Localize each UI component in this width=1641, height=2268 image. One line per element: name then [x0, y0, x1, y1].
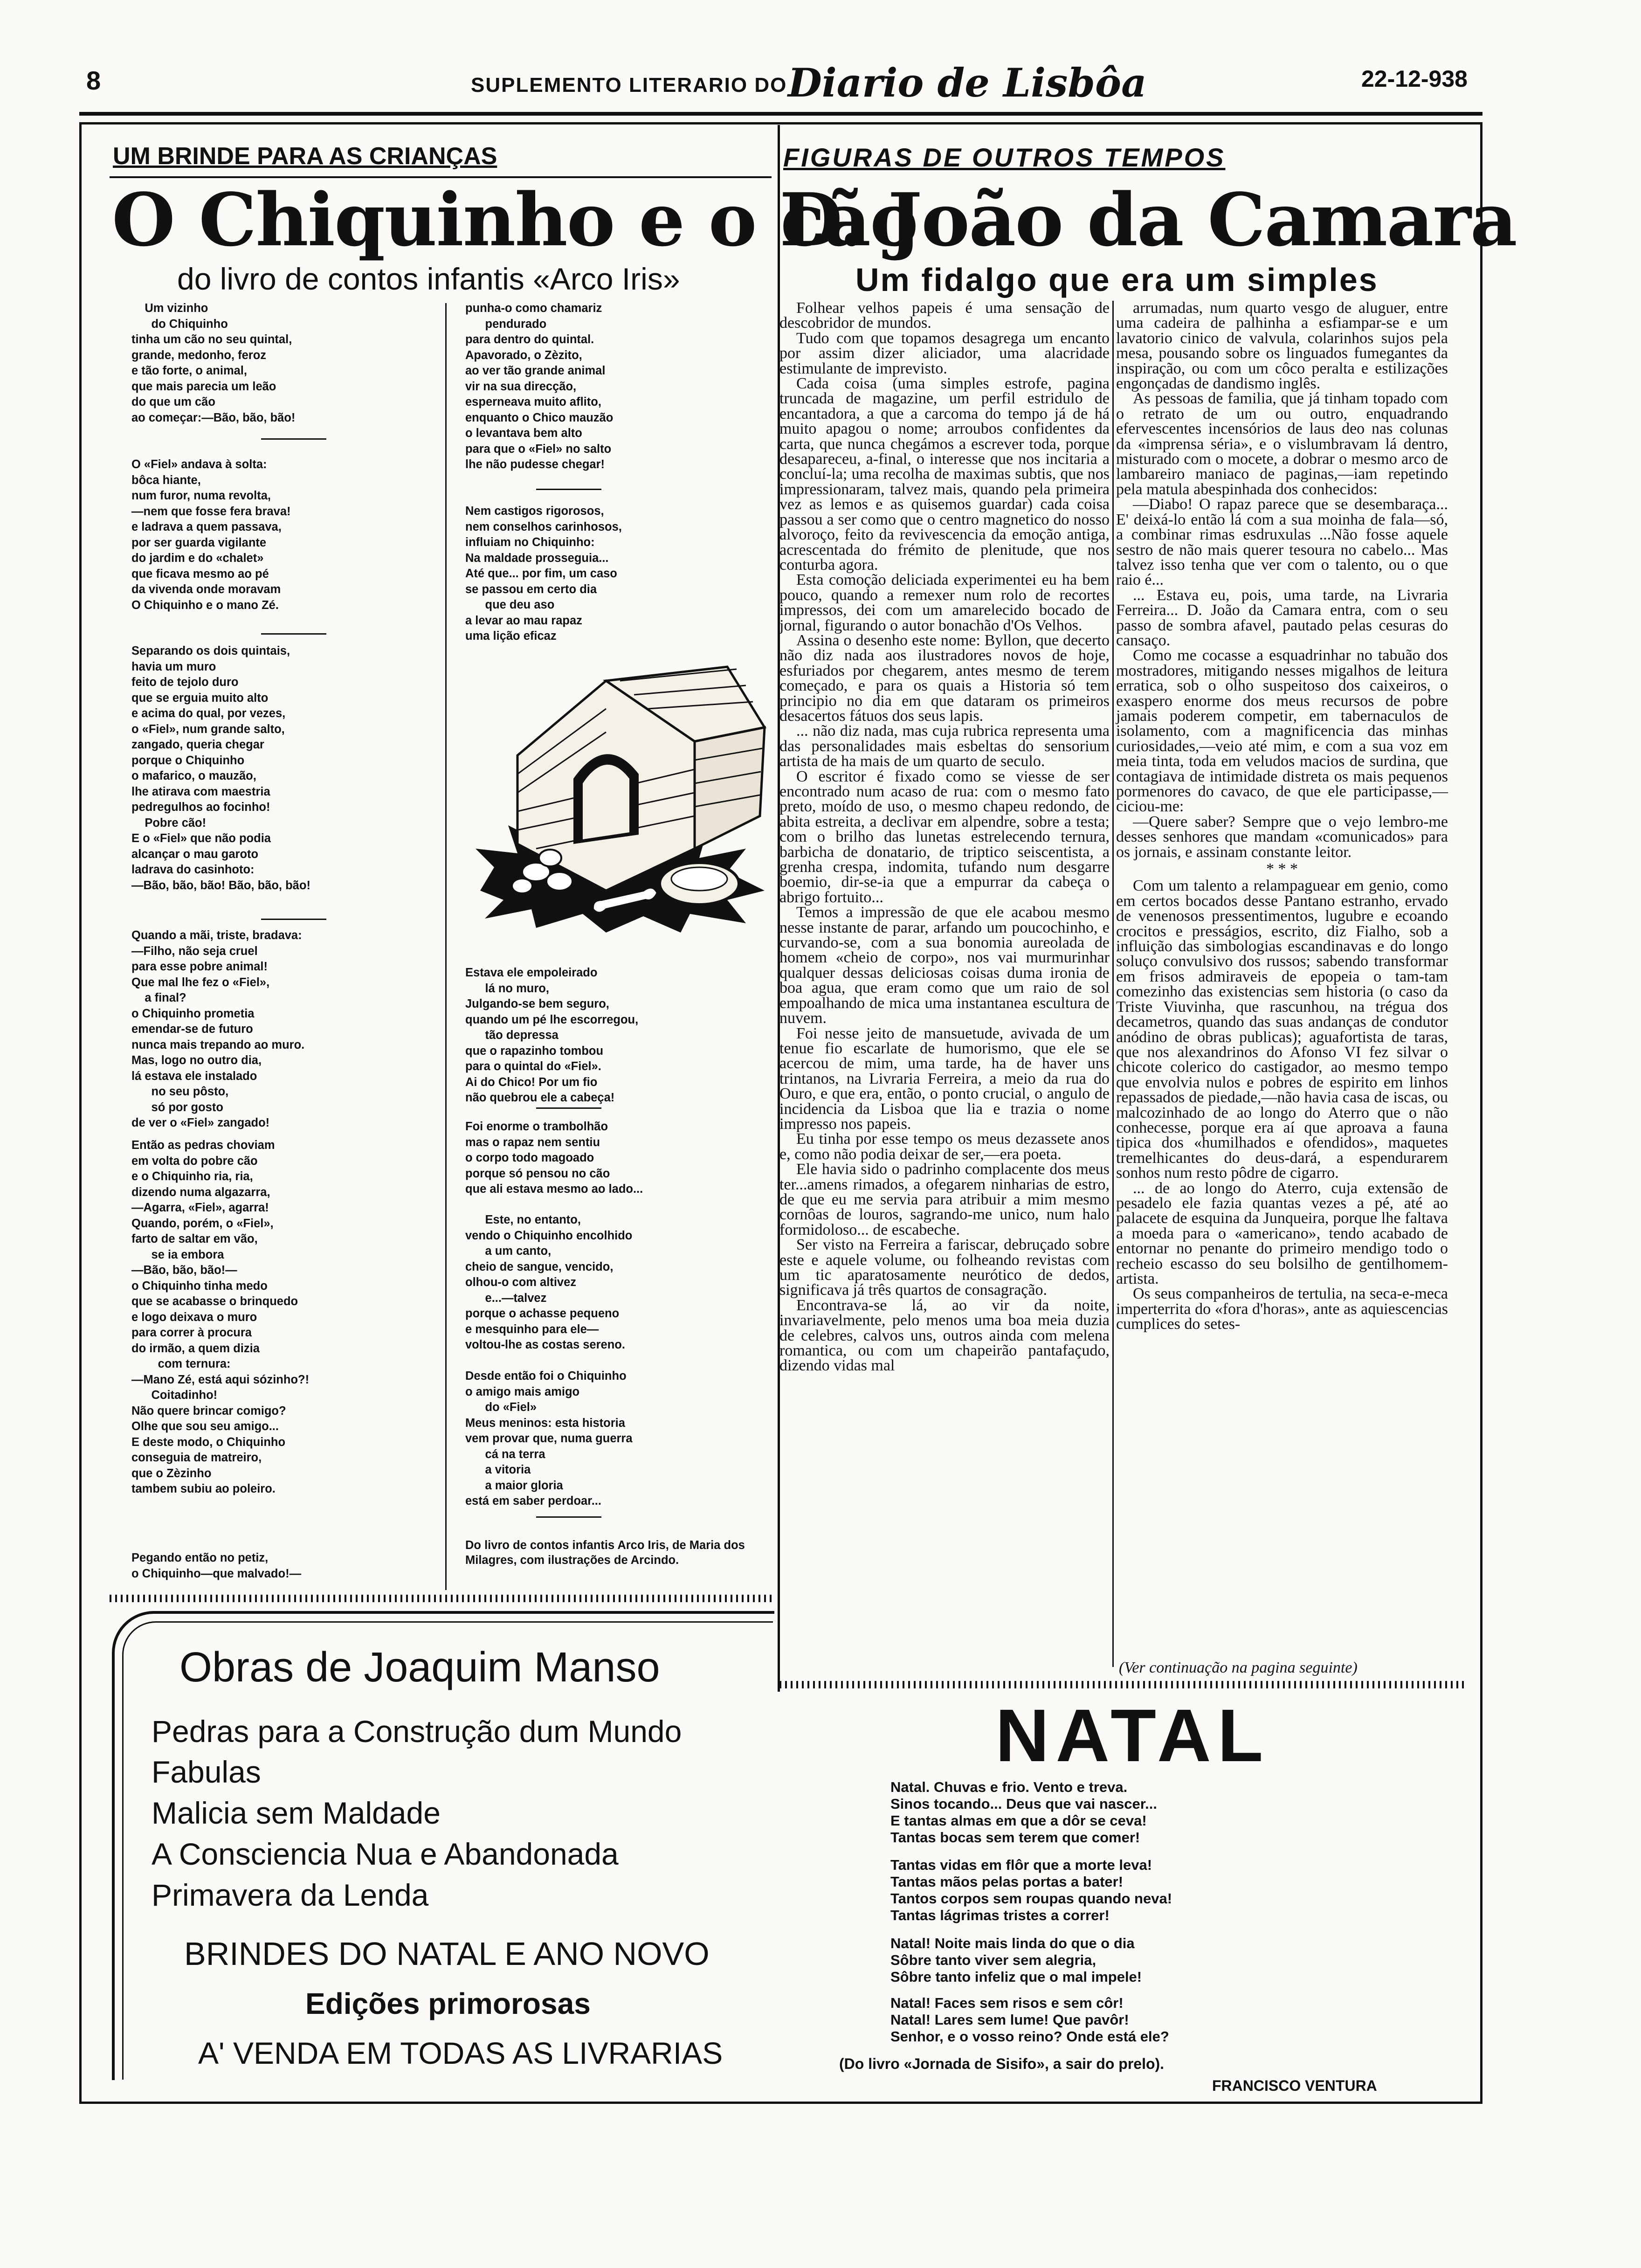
right-subtitle: Um fidalgo que era um simples: [855, 262, 1379, 298]
natal-stanza: Tantas vidas em flôr que a morte leva! Tantas mãos pelas portas a bater! Tantos corpos sem roupas quando neva! Tantas lágrimas tristes a correr!: [890, 1857, 1172, 1923]
ad-title: Obras de Joaquim Manso: [179, 1644, 660, 1691]
poem-column-rule: [445, 303, 447, 1590]
ad-sale-note: A' VENDA EM TODAS AS LIVRARIAS: [198, 2036, 723, 2070]
poem-stanza: Este, no entanto, vendo o Chiquinho encolhido a um canto, cheio de sangue, vencido, olhou-o com altivez e...—talvez porque o achasse pequeno e mesquinho para ele— voltou-lhe as costas sereno.: [465, 1213, 633, 1351]
stanza-divider: [261, 438, 326, 440]
paragraph: Foi nesse jeito de mansuetude, avivada de um tenue fio escarlate de humorismo, que ele se acercou de mim, uma tarde, ha de haver uns trintanos, na Livraria Ferreira, a meio da rua do Ouro, e que era, então, o ponto crucial, o angulo de incidencia da Lisboa que lia e trazia o nome impresso nos papeis.: [779, 1024, 1110, 1133]
section-stars: * * *: [1266, 860, 1298, 878]
header-rule: [79, 112, 1482, 116]
paragraph: Esta comoção deliciada experimentei eu ha bem pouco, quando a remexer num rolo de recortes impressos, dei com um amarelecido bocado de jornal, figurando o autor bonachão d'Os Velhos.: [779, 571, 1110, 634]
ad-editions: Edições primorosas: [305, 1987, 591, 2020]
poem-stanza: O «Fiel» andava à solta: bôca hiante, num furor, numa revolta, —nem que fosse fera brava! e ladrava a quem passava, por ser guarda vigilante do jardim e do «chalet» que ficava mesmo ao pé da vivenda onde moravam O Chiquinho e o mano Zé.: [131, 458, 291, 612]
poem-stanza: Nem castigos rigorosos, nem conselhos carinhosos, influiam no Chiquinho: Na maldade prosseguia... Até que... por fim, um caso se passou em certo dia que deu aso a levar ao mau rapaz uma lição eficaz: [465, 505, 622, 643]
poem-stanza: Então as pedras choviam em volta do pobre cão e o Chiquinho ria, ria, dizendo numa algazarra, —Agarra, «Fiel», agarra! Quando, porém, o «Fiel», farto de saltar em vão, se ia embora —Bão, bão, bão!— o Chiquinho tinha medo que se acabasse o brinquedo e logo deixava o muro para correr à procura do irmão, a quem dizia com ternura: —Mano Zé, está aqui sózinho?! Coitadinho! Não quere brincar comigo? Olhe que sou seu amigo... E deste modo, o Chiquinho conseguia de matreiro, que o Zèzinho tambem subiu ao poleiro.: [131, 1139, 310, 1495]
paragraph: Ser visto na Ferreira a fariscar, debruçado sobre este e aquele volume, ou folheando revistas com um tic aparatosamente neurótico de dedos, significava já três quartos de consagração.: [779, 1236, 1110, 1299]
paragraph: Cada coisa (uma simples estrofe, pagina truncada de magazine, um perfil estridulo de encantadora, a que a carcoma do tempo já de há muito apagou o nome; arroubos confidentes da carta, que nunca chegámos a escrever toda, porque desapareceu, a-final, o interesse que nos incitaria a concluí-la; uma recolha de maximas subtis, que nos impressionaram, talvez mais, quando pela primeira vez as lemos e as quisemos guardar) cada coisa passou a ser como que o centro magnetico do nosso alvoroço, feito da revivescencia da emoção antiga, acrescentada do frémito de plenitude, que nos conturba agora.: [779, 375, 1110, 574]
paragraph: ... de ao longo do Aterro, cuja extensão de pesadelo ele fazia quantas vezes a pé, até ao palacete de esquina da Junqueira, porque lhe faltava a moeda para o «americano», tendo acabado de entornar no penante do primeiro mendigo todo o recheio escasso do seu bolsilho de gentilhomem-artista.: [1116, 1179, 1448, 1287]
natal-stanza: Natal! Noite mais linda do que o dia Sôbre tanto viver sem alegria, Sôbre tanto infeliz que o mal impele!: [890, 1935, 1142, 1985]
natal-title: NATAL: [995, 1694, 1270, 1777]
stanza-divider: [261, 633, 326, 635]
supplement-label: SUPLEMENTO LITERARIO DO: [471, 74, 787, 97]
paragraph: Com um talento a relampaguear em genio, como em certos bocados desse Pantano estranho, ervado de venenosos pressentimentos, lugubre e ecoando crocitos e presságios, escrito, diz Fialho, sob a influição das simbologias escandinavas e do longo soluço convulsivo dos russos; sabendo transformar em frisos admiraveis de epopeia o tam-tam comezinho das existencias sem historia (o caso da Triste Viuvinha, que rascunhou, na trégua dos decametros, quando das suas andanças de condutor anódino de obras publicas); aguafortista de taras, que nos alexandrinos do Afonso VI fez silvar o chicote colerico do castigador, ao mesmo tempo que envolvia nulos e pobres de espirito em linhos repassados de piedade,—não havia casa de iscas, ou malcozinhado de ao longo do Aterro que o não conhecesse, porque era aí que aproava a fauna tipica dos «humilhados e ofendidos», maquetes tremelhicantes do deus-dará, a espendurarem sonhos num resto pôdre de cigarro.: [1116, 877, 1448, 1182]
left-kicker: UM BRINDE PARA AS CRIANÇAS: [113, 143, 497, 170]
poem-stanza: Estava ele empoleirado lá no muro, Julgando-se bem seguro, quando um pé lhe escorregou, tão depressa que o rapazinho tombou para o quintal do «Fiel». Ai do Chico! Por um fio não quebrou ele a cabeça!: [465, 966, 639, 1104]
illustration-credit: Do livro de contos infantis Arco Iris, de Maria dos Milagres, com ilustrações de Arcindo.: [465, 1539, 745, 1567]
paragraph: Tudo com que topamos desagrega um encanto por assim dizer aliciador, uma alacridade estimulante de imprevisto.: [779, 329, 1110, 377]
doghouse-illustration: [466, 648, 774, 937]
poem-stanza: punha-o como chamariz pendurado para dentro do quintal. Apavorado, o Zèzito, ao ver tão grande animal vir na sua direcção, esperneava muito aflito, enquanto o Chico mauzão o levantava bem alto para que o «Fiel» no salto lhe não pudesse chegar!: [465, 302, 614, 471]
continuation-note: (Ver continuação na pagina seguinte): [1119, 1659, 1358, 1676]
paragraph: —Quere saber? Sempre que o vejo lembro-me desses senhores que mandam «comunicados» para os jornais, e assinam constante leitor.: [1116, 813, 1448, 861]
book-title: A Consciencia Nua e Abandonada: [152, 1837, 619, 1871]
paragraph: As pessoas de familia, que já tinham topado com o retrato de um ou outro, enquadrando efervescentes incensórios de laus deo nas colunas da «imprensa séria», e o vislumbravam lá dentro, misturado com o mocete, a dobrar o mesmo arco de lambareiro maniaco de paginas,—iam repetindo pela matula abespinhada dos conhecidos:: [1116, 390, 1448, 498]
right-kicker: FIGURAS DE OUTROS TEMPOS: [783, 143, 1226, 172]
book-title: Malicia sem Maldade: [152, 1796, 441, 1830]
article-column-rule: [1112, 301, 1114, 1667]
poem-stanza: Separando os dois quintais, havia um muro feito de tejolo duro que se erguia muito alto e acima do qual, por vezes, o «Fiel», num grande salto, zangado, queria chegar porque o Chiquinho o mafarico, o mauzão, lhe atirava com maestria pedregulhos ao focinho! Pobre cão! E o «Fiel» que não podia alcançar o mau garoto ladrava do casinhoto: —Bão, bão, bão! Bão, bão, bão!: [131, 644, 310, 892]
natal-author: FRANCISCO VENTURA: [1212, 2077, 1377, 2094]
paragraph: Os seus companheiros de tertulia, na seca-e-meca imperterrita do «fora d'horas», ante as aquiescencias cumplices do setes-: [1116, 1285, 1448, 1333]
poem-stanza: Desde então foi o Chiquinho o amigo mais amigo do «Fiel» Meus meninos: esta historia vem provar que, numa guerra cá na terra a vitoria a maior gloria está em saber perdoar...: [465, 1369, 633, 1507]
paragraph: Folhear velhos papeis é uma sensação de descobridor de mundos.: [779, 299, 1110, 332]
stanza-divider: [536, 1107, 601, 1109]
page-number: 8: [86, 66, 101, 95]
book-title: Primavera da Lenda: [152, 1878, 429, 1912]
left-headline: O Chiquinho e o cão: [112, 177, 918, 263]
paragraph: Assina o desenho este nome: Byllon, que decerto não diz nada aos ilustradores novos de hoje, esfuriados por chegarem, antes mesmo de terem começado, e para os quais a Historia só tem principio no dia em que dataram os primeiros desacertos fátuos dos seus lapis.: [779, 631, 1110, 725]
issue-date: 22-12-938: [1361, 66, 1468, 92]
ad-promo: BRINDES DO NATAL E ANO NOVO: [184, 1936, 710, 1972]
article-column-2: [1116, 301, 1448, 1332]
ornament-rule: [110, 1595, 772, 1602]
book-title: Pedras para a Construção dum Mundo: [152, 1714, 682, 1749]
paragraph: Temos a impressão de que ele acabou mesmo nesse instante de parar, arfando um poucochinho, e curvando-se, com a sua bonomia aureolada de homem «cheio de corpo», nos vai murmurinhar qualquer dessas deliciosas coisas duma ironia de boa agua, que eram como que um raio de sol empoalhando de mica uma instantanea escultura de nuvem.: [779, 904, 1110, 1027]
paragraph: Encontrava-se lá, ao vir da noite, invariavelmente, pelo menos uma boa meia duzia de celebres, calvos uns, outros ainda com melena romantica, ou com um chapeirão pantafaçudo, dizendo vidas mal: [779, 1296, 1110, 1375]
paragraph: —Diabo! O rapaz parece que se desembaraça... E' deixá-lo então lá com a sua moinha de fala—só, a combinar rimas esdruxulas ...Não fosse aquele sestro de não mais querer tesoura no cabelo... Mas talvez isso tenha que ver com o talento, ou o que raio é...: [1116, 496, 1448, 589]
stanza-divider: [261, 919, 326, 920]
right-headline: D. João da Camara: [779, 177, 1517, 263]
poem-stanza: Um vizinho do Chiquinho tinha um cão no seu quintal, grande, medonho, feroz e tão forte, o animal, que mais parecia um leão do que um cão ao começar:—Bão, bão, bão!: [131, 302, 296, 424]
left-subtitle: do livro de contos infantis «Arco Iris»: [177, 262, 680, 296]
masthead: Diario de Lisbôa: [788, 60, 1147, 106]
paragraph: Eu tinha por esse tempo os meus dezassete anos e, como não podia deixar de ser,—era poeta.: [779, 1130, 1110, 1163]
natal-stanza: Natal! Faces sem risos e sem côr! Natal! Lares sem lume! Que pavôr! Senhor, e o vosso reino? Onde está ele?: [890, 1995, 1169, 2045]
paragraph: O escritor é fixado como se viesse de ser encontrado num acaso de rua: com o mesmo fato preto, moído de uso, o mesmo chapeu redondo, de abita estreita, a declivar em alpendre, sobre a testa; com o brilho das lunetas estrelecendo ternura, barbicha de donatario, de triptico seiscentista, a grenha crespa, indomita, tufando num desgarre boemio, dir-se-ia que a empurrar da cabeça o abrigo fortuito...: [779, 768, 1110, 906]
paragraph: arrumadas, num quarto vesgo de aluguer, entre uma cadeira de palhinha a esfiampar-se e um lavatorio cinico de valvula, colarinhos sujos pela mesa, pousando sobre os linguados fumegantes da inspiração, ou com um côco peralta e estilizações engonçadas de dandismo inglês.: [1116, 299, 1448, 393]
paragraph: Como me cocasse a esquadrinhar no tabuão dos mostradores, mitigando nesses migalhos de leitura erratica, sob o olho suspeitoso dos caixeiros, o exaspero enorme dos meus recursos de pobre jamais poderem competir, em tabernaculos de isolamento, com a magnificencia das minhas curiosidades,—veio até mim, e com a sua voz em meia tinta, toda em veludos macios de surdina, que contagiava de intimidade distreta os mais pequenos pormenores do cavaco, de que ele participasse,—ciciou-me:: [1116, 647, 1448, 816]
natal-stanza: Natal. Chuvas e frio. Vento e treva. Sinos tocando... Deus que vai nascer... E tantas almas em que a dôr se ceva! Tantas bocas sem terem que comer!: [890, 1779, 1157, 1846]
book-title: Fabulas: [152, 1755, 261, 1789]
poem-stanza: Pegando então no petiz, o Chiquinho—que malvado!—: [131, 1551, 302, 1580]
paragraph: Ele havia sido o padrinho complacente dos meus ter...amens rimados, a ofegarem ninharias de estro, de que eu me servia para atribuir a mim mesmo cornôas de louros, sagrando-me unico, num halo formidoloso... de escabeche.: [779, 1161, 1110, 1238]
poem-stanza: Quando a mãi, triste, bradava: —Filho, não seja cruel para esse pobre animal! Que mal lhe fez o «Fiel», a final? o Chiquinho prometia emendar-se de futuro nunca mais trepando ao muro. Mas, logo no outro dia, lá estava ele instalado no seu pôsto, só por gosto de ver o «Fiel» zangado!: [131, 929, 305, 1129]
paragraph: ... não diz nada, mas cuja rubrica representa uma das personalidades mais esbeltas do sensorium artista de ha mais de um quarto de seculo.: [779, 722, 1110, 770]
stanza-divider: [536, 1516, 601, 1518]
stanza-divider: [536, 489, 601, 490]
poem-stanza: Foi enorme o trambolhão mas o rapaz nem sentiu o corpo todo magoado porque só pensou no cão que ali estava mesmo ao lado...: [465, 1120, 643, 1196]
article-column-1: [779, 301, 1110, 1374]
natal-source: (Do livro «Jornada de Sisifo», a sair do prelo).: [839, 2055, 1165, 2072]
ornament-rule: [779, 1681, 1467, 1688]
paragraph: ... Estava eu, pois, uma tarde, na Livraria Ferreira... D. João da Camara entra, com o seu passo de sombra afavel, pautado pelas cesuras do cansaço.: [1116, 586, 1448, 649]
